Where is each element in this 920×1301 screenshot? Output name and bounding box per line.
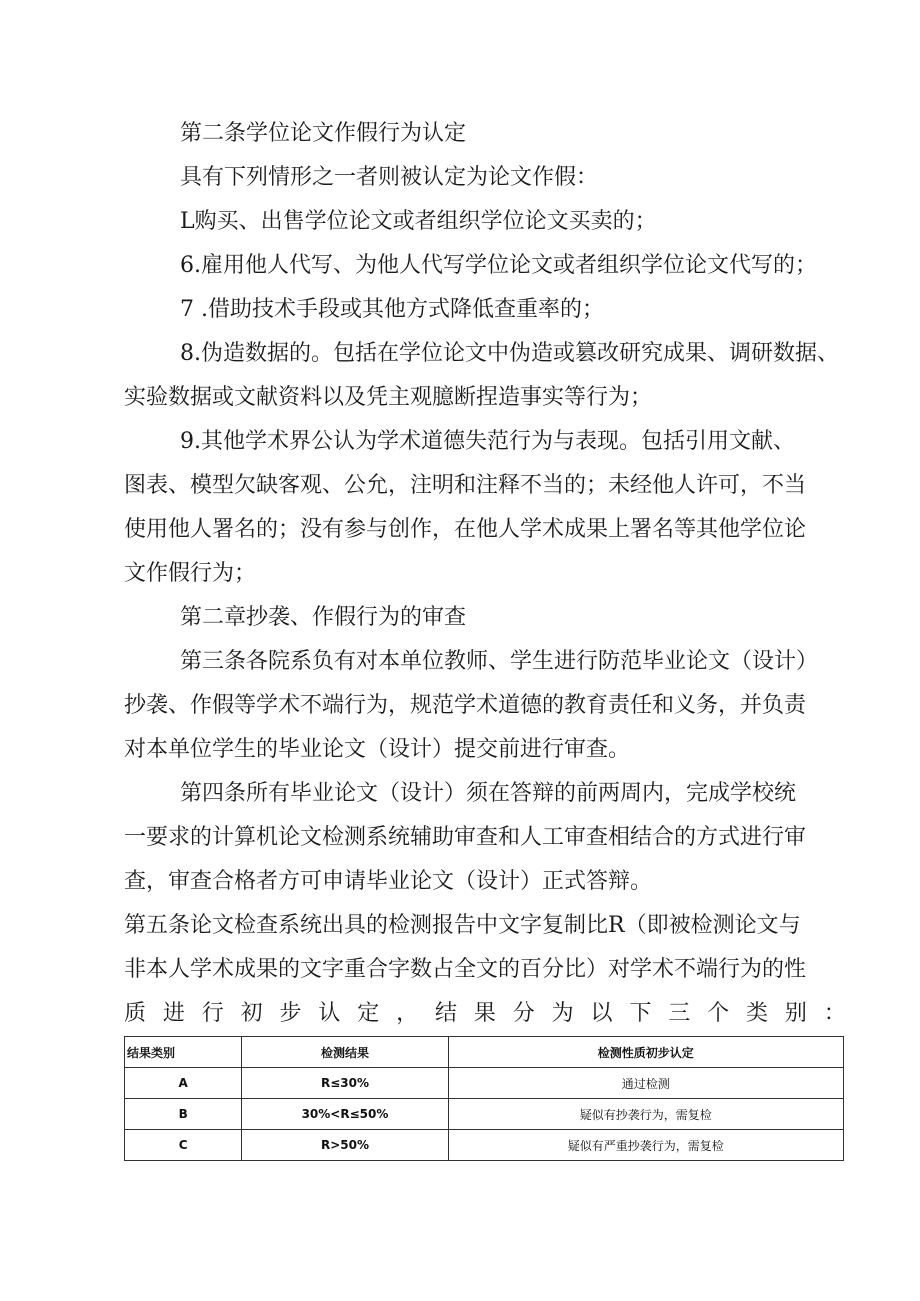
paragraph-line: 图表、模型欠缺客观、公允，注明和注释不当的；未经他人许可，不当 — [124, 473, 807, 498]
cell-category: C — [125, 1130, 242, 1161]
list-item: 6.雇用他人代写、为他人代写学位论文或者组织学位论文代写的； — [180, 253, 817, 278]
list-item: 8.伪造数据的。包括在学位论文中伪造或篡改研究成果、调研数据、 — [180, 341, 839, 366]
article-3: 第三条各院系负有对本单位教师、学生进行防范毕业论文（设计） — [180, 649, 819, 674]
spread-char: 个 — [707, 1001, 730, 1026]
paragraph-line: 文作假行为； — [124, 561, 257, 586]
spread-char: 类 — [746, 1001, 769, 1026]
cell-result: R≤30% — [242, 1068, 448, 1099]
spread-char: 为 — [551, 1001, 574, 1026]
document-body — [124, 112, 846, 1036]
spread-char: ， — [396, 1001, 419, 1026]
spread-char: 定 — [357, 1001, 380, 1026]
results-table — [124, 1036, 844, 1161]
spread-char: 行 — [201, 1001, 224, 1026]
spread-char: 结 — [435, 1001, 458, 1026]
spread-char: ： — [823, 1001, 846, 1026]
table-row — [125, 1130, 844, 1161]
spread-char: 别 — [784, 1001, 807, 1026]
table-row — [125, 1068, 844, 1099]
spread-char: 三 — [668, 1001, 691, 1026]
table-row — [125, 1099, 844, 1130]
spread-char: 下 — [629, 1001, 652, 1026]
header-result: 检测结果 — [242, 1037, 448, 1068]
spread-char: 以 — [590, 1001, 613, 1026]
article-2-heading: 第二条学位论文作假行为认定 — [180, 121, 467, 146]
cell-result: R>50% — [242, 1130, 448, 1161]
cell-assessment: 通过检测 — [448, 1068, 843, 1099]
article-5: 第五条论文检查系统出具的检测报告中文字复制比R（即被检测论文与 — [124, 913, 801, 938]
paragraph-line: 使用他人署名的；没有参与创作，在他人学术成果上署名等其他学位论 — [124, 517, 807, 542]
cell-category: A — [125, 1068, 242, 1099]
paragraph-line: 实验数据或文献资料以及凭主观臆断捏造事实等行为； — [124, 385, 653, 410]
paragraph-line: 抄袭、作假等学术不端行为，规范学术道德的教育责任和义务，并负责 — [124, 693, 807, 718]
spread-char: 认 — [318, 1001, 341, 1026]
spread-char: 果 — [473, 1001, 496, 1026]
spread-char: 进 — [162, 1001, 185, 1026]
table-header-row — [125, 1037, 844, 1068]
header-category: 结果类别 — [125, 1037, 242, 1068]
cell-assessment: 疑似有严重抄袭行为，需复检 — [448, 1130, 843, 1161]
list-item: L购买、出售学位论文或者组织学位论文买卖的； — [180, 209, 657, 234]
spread-char: 分 — [512, 1001, 535, 1026]
list-item: 7 .借助技术手段或其他方式降低查重率的； — [180, 297, 604, 322]
chapter-2-heading: 第二章抄袭、作假行为的审查 — [180, 605, 467, 630]
paragraph-line: 一要求的计算机论文检测系统辅助审查和人工审查相结合的方式进行审 — [124, 825, 807, 850]
spread-char: 步 — [279, 1001, 302, 1026]
cell-category: B — [125, 1099, 242, 1130]
spread-char: 初 — [240, 1001, 263, 1026]
header-assessment: 检测性质初步认定 — [448, 1037, 843, 1068]
list-item: 9.其他学术界公认为学术道德失范行为与表现。包括引用文献、 — [180, 429, 795, 454]
paragraph-line: 对本单位学生的毕业论文（设计）提交前进行审查。 — [124, 737, 631, 762]
paragraph-line: 具有下列情形之一者则被认定为论文作假： — [180, 165, 599, 190]
paragraph-line: 非本人学术成果的文字重合字数占全文的百分比）对学术不端行为的性 — [124, 957, 807, 982]
cell-result: 30%<R≤50% — [242, 1099, 448, 1130]
cell-assessment: 疑似有抄袭行为，需复检 — [448, 1099, 843, 1130]
article-4: 第四条所有毕业论文（设计）须在答辩的前两周内，完成学校统 — [180, 781, 797, 806]
paragraph-line: 查，审查合格者方可申请毕业论文（设计）正式答辩。 — [124, 869, 653, 894]
paragraph-line-spread — [124, 992, 846, 1036]
spread-char: 质 — [124, 1001, 147, 1026]
